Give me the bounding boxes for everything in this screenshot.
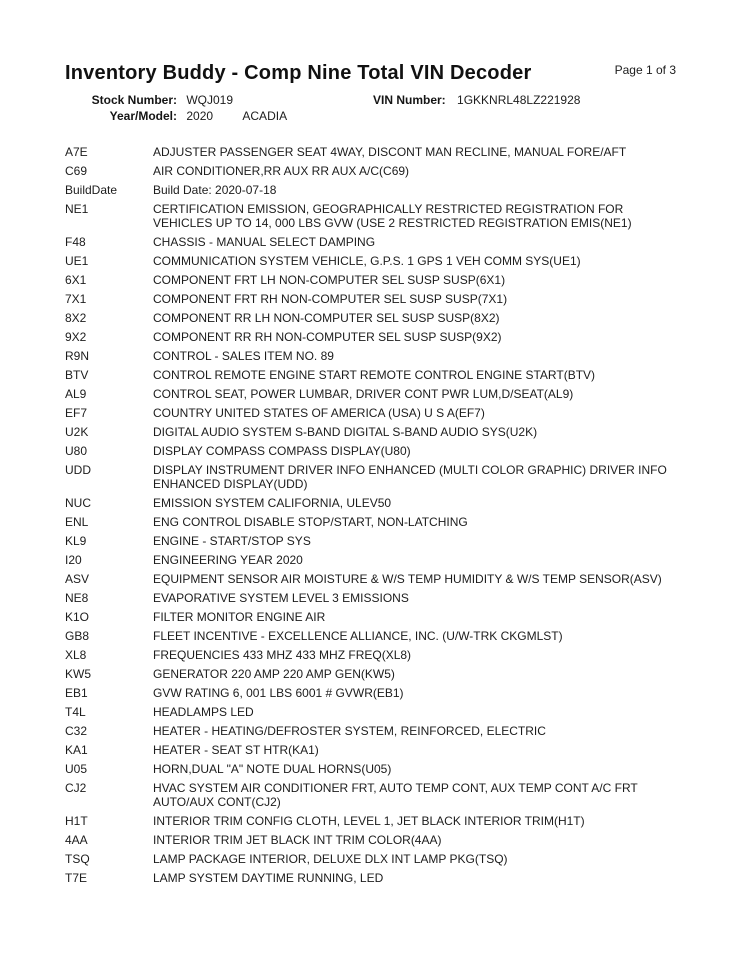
- option-code: NE1: [65, 202, 89, 216]
- table-row: [65, 667, 676, 681]
- option-description: COUNTRY UNITED STATES OF AMERICA (USA) U S A(EF7): [153, 406, 485, 420]
- model-value: ACADIA: [242, 109, 288, 123]
- option-code: EF7: [65, 406, 88, 420]
- option-code: H1T: [65, 814, 88, 828]
- table-row: [65, 387, 676, 401]
- option-description: LAMP PACKAGE INTERIOR, DELUXE DLX INT LAMP PKG(TSQ): [153, 852, 508, 866]
- option-code: C69: [65, 164, 88, 178]
- option-code: U2K: [65, 425, 89, 439]
- option-description: HORN,DUAL "A" NOTE DUAL HORNS(U05): [153, 762, 392, 776]
- option-code: ENL: [65, 515, 89, 529]
- option-description: DISPLAY INSTRUMENT DRIVER INFO ENHANCED (MULTI COLOR GRAPHIC) DRIVER INFO ENHANCED DISPLAY(UDD): [153, 463, 667, 491]
- table-row: [65, 724, 676, 738]
- option-description: GVW RATING 6, 001 LBS 6001 # GVWR(EB1): [153, 686, 404, 700]
- option-code: CJ2: [65, 781, 87, 795]
- option-description: FREQUENCIES 433 MHZ 433 MHZ FREQ(XL8): [153, 648, 412, 662]
- option-description: CONTROL SEAT, POWER LUMBAR, DRIVER CONT PWR LUM,D/SEAT(AL9): [153, 387, 574, 401]
- table-row: [65, 814, 676, 828]
- option-description: FILTER MONITOR ENGINE AIR: [153, 610, 326, 624]
- table-row: [65, 254, 676, 268]
- option-code: KL9: [65, 534, 87, 548]
- table-row: [65, 202, 676, 230]
- option-code: C32: [65, 724, 88, 738]
- table-row: [65, 463, 676, 491]
- option-code: BuildDate: [65, 183, 118, 197]
- table-row: [65, 743, 676, 757]
- option-code: 9X2: [65, 330, 87, 344]
- table-row: [65, 311, 676, 325]
- stock-number-label: Stock Number:: [91, 93, 177, 107]
- option-code: A7E: [65, 145, 88, 159]
- table-row: [65, 852, 676, 866]
- option-code: KW5: [65, 667, 92, 681]
- table-row: [65, 235, 676, 249]
- table-row: [65, 648, 676, 662]
- option-description: DIGITAL AUDIO SYSTEM S-BAND DIGITAL S-BAND AUDIO SYS(U2K): [153, 425, 538, 439]
- option-description: DISPLAY COMPASS COMPASS DISPLAY(U80): [153, 444, 411, 458]
- option-code: NUC: [65, 496, 91, 510]
- option-description: INTERIOR TRIM CONFIG CLOTH, LEVEL 1, JET BLACK INTERIOR TRIM(H1T): [153, 814, 585, 828]
- option-code: T4L: [65, 705, 86, 719]
- table-row: [65, 406, 676, 420]
- option-description: CERTIFICATION EMISSION, GEOGRAPHICALLY RESTRICTED REGISTRATION FOR VEHICLES UP TO 14, 000 LBS GVW (USE 2 RESTRICTED REGISTRATION EMIS(NE1): [153, 202, 632, 230]
- table-row: [65, 610, 676, 624]
- table-row: [65, 330, 676, 344]
- table-row: [65, 833, 676, 847]
- option-description: GENERATOR 220 AMP 220 AMP GEN(KW5): [153, 667, 395, 681]
- vehicle-meta: [65, 92, 676, 124]
- option-code: KA1: [65, 743, 88, 757]
- table-row: [65, 781, 676, 809]
- option-description: ADJUSTER PASSENGER SEAT 4WAY, DISCONT MAN RECLINE, MANUAL FORE/AFT: [153, 145, 627, 159]
- option-description: INTERIOR TRIM JET BLACK INT TRIM COLOR(4AA): [153, 833, 442, 847]
- option-description: CONTROL - SALES ITEM NO. 89: [153, 349, 334, 363]
- table-row: [65, 871, 676, 885]
- option-description: HVAC SYSTEM AIR CONDITIONER FRT, AUTO TEMP CONT, AUX TEMP CONT A/C FRT AUTO/AUX CONT(CJ2): [153, 781, 638, 809]
- table-row: [65, 164, 676, 178]
- option-code: I20: [65, 553, 82, 567]
- option-description: COMMUNICATION SYSTEM VEHICLE, G.P.S. 1 GPS 1 VEH COMM SYS(UE1): [153, 254, 581, 268]
- option-code: F48: [65, 235, 86, 249]
- table-row: [65, 292, 676, 306]
- option-code: 7X1: [65, 292, 87, 306]
- option-code: R9N: [65, 349, 90, 363]
- table-row: [65, 425, 676, 439]
- option-description: ENG CONTROL DISABLE STOP/START, NON-LATCHING: [153, 515, 468, 529]
- option-description: LAMP SYSTEM DAYTIME RUNNING, LED: [153, 871, 384, 885]
- option-code: TSQ: [65, 852, 90, 866]
- option-description: HEATER - HEATING/DEFROSTER SYSTEM, REINFORCED, ELECTRIC: [153, 724, 546, 738]
- option-description: COMPONENT FRT RH NON-COMPUTER SEL SUSP SUSP(7X1): [153, 292, 508, 306]
- meta-row-year-model: [65, 108, 676, 124]
- option-code: UDD: [65, 463, 91, 477]
- table-row: [65, 496, 676, 510]
- option-description: CHASSIS - MANUAL SELECT DAMPING: [153, 235, 376, 249]
- table-row: [65, 553, 676, 567]
- table-row: [65, 444, 676, 458]
- option-description: ENGINE - START/STOP SYS: [153, 534, 311, 548]
- option-description: EQUIPMENT SENSOR AIR MOISTURE & W/S TEMP HUMIDITY & W/S TEMP SENSOR(ASV): [153, 572, 662, 586]
- option-code: ASV: [65, 572, 90, 586]
- table-row: [65, 591, 676, 605]
- table-row: [65, 515, 676, 529]
- table-row: [65, 145, 676, 159]
- option-code: K1O: [65, 610, 90, 624]
- table-row: [65, 534, 676, 548]
- option-code: 6X1: [65, 273, 87, 287]
- year-value: 2020: [186, 109, 214, 123]
- option-code: U80: [65, 444, 88, 458]
- table-row: [65, 183, 676, 197]
- vin-group: [373, 92, 580, 108]
- page-title: Inventory Buddy - Comp Nine Total VIN Decoder: [65, 62, 532, 84]
- table-row: [65, 273, 676, 287]
- vin-option-table: [65, 145, 676, 885]
- option-code: UE1: [65, 254, 89, 268]
- option-code: 4AA: [65, 833, 88, 847]
- table-row: [65, 572, 676, 586]
- option-description: CONTROL REMOTE ENGINE START REMOTE CONTROL ENGINE START(BTV): [153, 368, 596, 382]
- meta-row-stock: [65, 92, 676, 108]
- option-code: XL8: [65, 648, 87, 662]
- vin-number-value: 1GKKNRL48LZ221928: [457, 93, 581, 107]
- option-description: COMPONENT RR LH NON-COMPUTER SEL SUSP SUSP(8X2): [153, 311, 500, 325]
- option-code: AL9: [65, 387, 87, 401]
- option-description: COMPONENT RR RH NON-COMPUTER SEL SUSP SUSP(9X2): [153, 330, 502, 344]
- option-description: HEADLAMPS LED: [153, 705, 254, 719]
- option-code: T7E: [65, 871, 88, 885]
- table-row: [65, 349, 676, 363]
- page-number-label: Page 1 of 3: [614, 63, 676, 77]
- vin-number-label: VIN Number:: [373, 93, 446, 107]
- option-description: HEATER - SEAT ST HTR(KA1): [153, 743, 319, 757]
- stock-number-value: WQJ019: [186, 93, 234, 107]
- table-row: [65, 705, 676, 719]
- year-model-label: Year/Model:: [109, 109, 177, 123]
- option-description: ENGINEERING YEAR 2020: [153, 553, 303, 567]
- option-description: EMISSION SYSTEM CALIFORNIA, ULEV50: [153, 496, 392, 510]
- option-code: U05: [65, 762, 88, 776]
- table-row: [65, 686, 676, 700]
- option-description: Build Date: 2020-07-18: [153, 183, 277, 197]
- option-code: GB8: [65, 629, 90, 643]
- option-description: FLEET INCENTIVE - EXCELLENCE ALLIANCE, INC. (U/W-TRK CKGMLST): [153, 629, 563, 643]
- option-description: AIR CONDITIONER,RR AUX RR AUX A/C(C69): [153, 164, 410, 178]
- table-row: [65, 629, 676, 643]
- option-description: COMPONENT FRT LH NON-COMPUTER SEL SUSP SUSP(6X1): [153, 273, 506, 287]
- option-code: EB1: [65, 686, 88, 700]
- option-code: 8X2: [65, 311, 87, 325]
- table-row: [65, 762, 676, 776]
- option-code: BTV: [65, 368, 89, 382]
- option-code: NE8: [65, 591, 89, 605]
- table-row: [65, 368, 676, 382]
- document-header: [65, 62, 676, 124]
- option-description: EVAPORATIVE SYSTEM LEVEL 3 EMISSIONS: [153, 591, 409, 605]
